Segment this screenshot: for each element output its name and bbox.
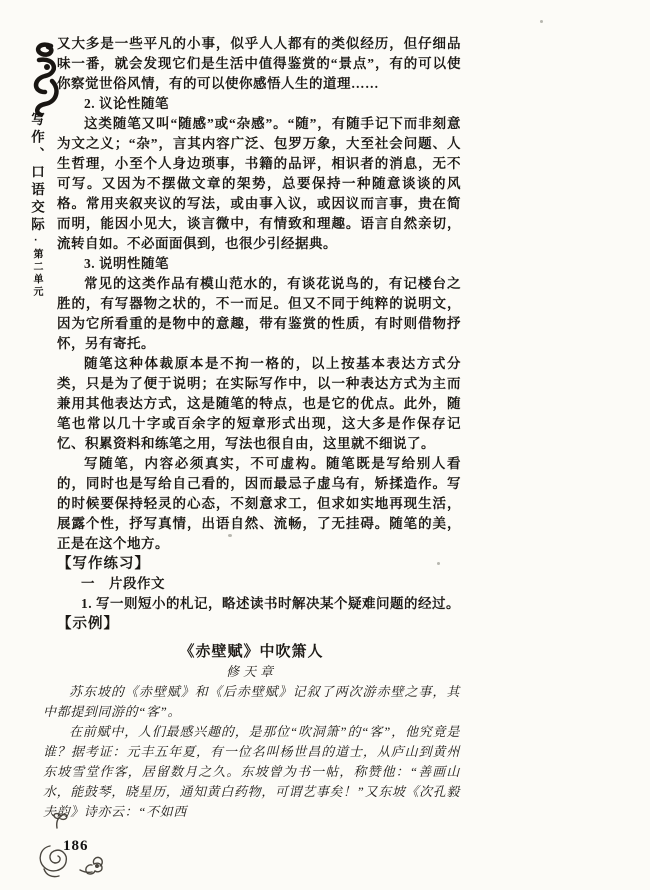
scan-speck [392, 168, 395, 171]
essay-paragraph: 苏东坡的《赤壁赋》和《后赤壁赋》记叙了两次游赤壁之事，其中都提到同游的“客”。 [43, 684, 460, 719]
continuation-paragraph: 又大多是一些平凡的小事，似乎人人都有的类似经历，但仔细品味一番，就会发现它们是生活中值得鉴赏的“景点”，有的可以使你察觉世俗风情，有的可以使你感悟人生的道理…… [57, 36, 461, 91]
scan-speck [437, 562, 440, 565]
paragraph-expository: 常见的这类作品有模山范水的，有谈花说鸟的，有记楼台之胜的，有写器物之状的，不一而足。但又不同于纯粹的说明文，因为它所看重的是物中的意趣，带有鉴赏的性质，有时则借物抒怀，另有寄托。 [57, 276, 461, 351]
example-section-heading: 【示例】 [57, 616, 119, 632]
sample-essay [43, 642, 460, 822]
scan-speck [228, 534, 232, 537]
paragraph-argumentative: 这类随笔又叫“随感”或“杂感”。“随”，有随手记下而非刻意为文之义；“杂”，言其内容广泛、包罗万象，大至社会问题、人生哲理，小至个人身边琐事，书籍的品评，相识者的消息，无不可写。又因为不摆做文章的架势，总要保持一种随意谈谈的风格。常用夹叙夹议的写法，或由事入议，或因议而言事，贵在简而明，能因小见大，谈言微中，有情致和理趣。语言自然亲切，流转自如。不必面面俱到，也很少引经据典。 [57, 116, 461, 251]
exercise-section-heading: 【写作练习】 [57, 556, 150, 572]
unit-label: 第二单元 [31, 248, 42, 299]
page-number-value: 186 [63, 838, 89, 854]
exercise-type-line: 一 片段作文 [81, 576, 165, 591]
page-content [43, 34, 461, 822]
essay-paragraph: 在前赋中，人们最感兴趣的，是那位“吹洞箫”的“客”，他究竟是谁？据考证：元丰五年夏，有一位名叫杨世昌的道士，从庐山到黄州东坡雪堂作客，居留数月之久。东坡曾为书一帖，称赞他：“善画山水，能鼓琴，晓星历，通知黄白药物，可谓艺事矣！”又东坡《次孔毅夫韵》诗亦云：“不如西 [43, 724, 460, 819]
paragraph-truthfulness: 写随笔，内容必须真实，不可虚构。随笔既是写给别人看的，同时也是写给自己看的，因而最忌子虚乌有，矫揉造作。写的时候要保持轻灵的心态，不刻意求工，但求如实地再现生活，展露个性，抒写真情，出语自然、流畅，了无挂碍。随笔的美，正是在这个地方。 [57, 456, 461, 551]
heading-argumentative-essay: 2. 议论性随笔 [84, 96, 169, 111]
scan-speck [540, 20, 543, 23]
sidebar-chapter-tab [26, 112, 46, 299]
essay-title: 《赤壁赋》中吹箫人 [179, 643, 324, 660]
chapter-separator: · [30, 234, 42, 249]
chapter-title: 写作、口语交际 [29, 112, 44, 235]
calligraphy-ornament-icon [30, 40, 60, 121]
paragraph-genre-freedom: 随笔这种体裁原本是不拘一格的，以上按基本表达方式分类，只是为了便于说明；在实际写作中，以一种表达方式为主而兼用其他表达方式，这是随笔的特点，也是它的优点。此外，随笔也常以几十字或百余字的短章形式出现，这大多是作保存记忆、积累资料和练笔之用，写法也很自由，这里就不细说了。 [57, 356, 461, 451]
page-number [36, 812, 116, 884]
heading-expository-essay: 3. 说明性随笔 [84, 256, 169, 271]
essay-author: 修天章 [225, 664, 277, 679]
exercise-item-1: 1. 写一则短小的札记，略述读书时解决某个疑难问题的经过。 [81, 596, 460, 611]
